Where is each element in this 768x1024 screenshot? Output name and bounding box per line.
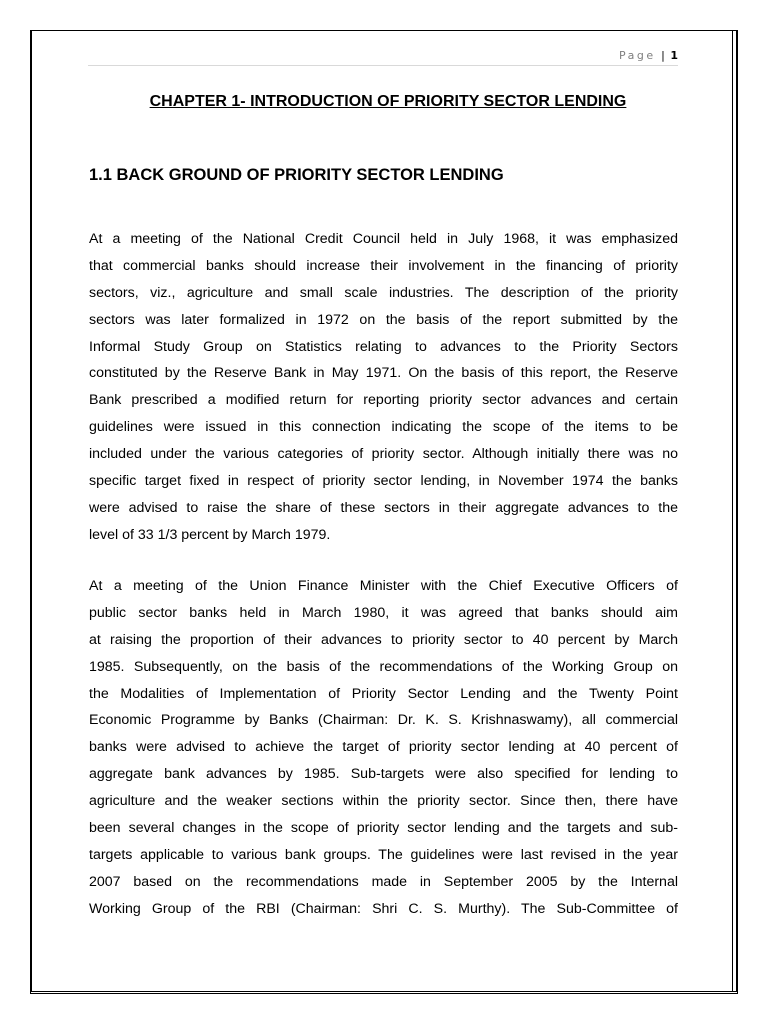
paragraph-line: targets applicable to various bank groups. The guidelines were last revised in the year [89,846,678,863]
page-separator: | [661,49,665,62]
paragraph-1 [89,226,678,549]
paragraph-line: that commercial banks should increase their involvement in the financing of priority [89,257,678,274]
paragraph-line: sectors was later formalized in 1972 on the basis of the report submitted by the [89,311,678,328]
paragraph-line: aggregate bank advances by 1985. Sub-targets were also specified for lending to [89,766,678,783]
page-label: Page [618,49,656,62]
paragraph-line: 2007 based on the recommendations made in September 2005 by the Internal [89,873,678,890]
paragraph-line: Working Group of the RBI (Chairman: Shri C. S. Murthy). The Sub-Committee of [89,900,678,917]
page-number: 1 [670,49,678,62]
paragraph-line: constituted by the Reserve Bank in May 1971. On the basis of this report, the Reserve [89,365,678,382]
paragraph-line: at raising the proportion of their advances to priority sector to 40 percent by March [89,631,678,648]
chapter-title: CHAPTER 1- INTRODUCTION OF PRIORITY SECTOR LENDING [149,93,627,110]
page-header [88,47,678,66]
paragraph-2 [89,573,678,923]
paragraph-line: specific target fixed in respect of priority sector lending, in November 1974 the banks [89,473,678,490]
paragraph-line: agriculture and the weaker sections within the priority sector. Since then, there have [89,793,678,810]
paragraph-line: guidelines were issued in this connection indicating the scope of the items to be [89,419,678,436]
section-title: 1.1 BACK GROUND OF PRIORITY SECTOR LENDING [89,166,504,184]
paragraph-line: sectors, viz., agriculture and small scale industries. The description of the priority [89,284,678,301]
paragraph-line: 1985. Subsequently, on the basis of the recommendations of the Working Group on [89,658,678,675]
paragraph-line: were advised to raise the share of these sectors in their aggregate advances to the [89,499,678,516]
paragraph-line: the Modalities of Implementation of Priority Sector Lending and the Twenty Point [89,685,678,702]
paragraph-line: level of 33 1/3 percent by March 1979. [89,526,331,543]
paragraph-line: At a meeting of the National Credit Council held in July 1968, it was emphasized [89,231,678,247]
paragraph-line: banks were advised to achieve the target of priority sector lending at 40 percent of [89,739,678,756]
paragraph-line: Bank prescribed a modified return for reporting priority sector advances and certain [89,392,678,409]
paragraph-line: Economic Programme by Banks (Chairman: Dr. K. S. Krishnaswamy), all commercial [89,712,678,729]
paragraph-line: been several changes in the scope of priority sector lending and the targets and sub- [89,820,678,837]
paragraph-line: Informal Study Group on Statistics relating to advances to the Priority Sectors [89,338,678,355]
paragraph-line: At a meeting of the Union Finance Minister with the Chief Executive Officers of [89,578,678,594]
paragraph-line: included under the various categories of priority sector. Although initially there was no [89,446,678,463]
paragraph-line: public sector banks held in March 1980, it was agreed that banks should aim [89,604,678,621]
